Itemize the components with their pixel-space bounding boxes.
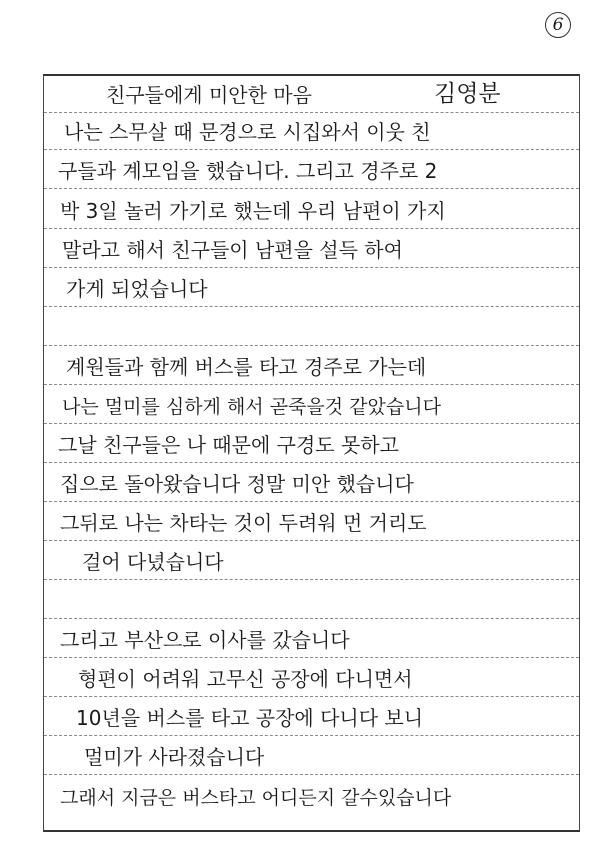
text-line <box>44 152 579 189</box>
line-text: 그뒤로 나는 차타는 것이 두려워 먼 거리도 <box>60 511 427 535</box>
line-text: 박 3일 놀러 가기로 했는데 우리 남편이 가지 <box>60 199 446 223</box>
line-text: 10년을 버스를 타고 공장에 다니다 보니 <box>76 706 424 730</box>
author-name: 김영분 <box>434 81 501 107</box>
essay-title: 친구들에게 미안한 마음 <box>106 83 312 107</box>
line-text: 멀미가 사라졌습니다 <box>84 745 265 769</box>
text-line <box>44 192 579 229</box>
text-line <box>44 777 579 814</box>
line-text: 그리고 부산으로 이사를 갔습니다 <box>60 628 350 652</box>
line-text: 구들과 계모임을 했습니다. 그리고 경주로 2 <box>58 159 438 183</box>
text-line <box>44 426 579 463</box>
text-line <box>44 621 579 658</box>
blank-line <box>44 582 579 619</box>
page-number: 6 <box>545 12 571 38</box>
text-line <box>44 465 579 502</box>
line-text: 말라고 해서 친구들이 남편을 설득 하여 <box>62 238 403 262</box>
line-text: 그래서 지금은 버스타고 어디든지 갈수있습니다 <box>60 787 452 809</box>
text-line <box>44 738 579 775</box>
text-line <box>44 348 579 385</box>
line-text: 걸어 다녔습니다 <box>82 550 224 574</box>
text-line <box>44 699 579 736</box>
text-line <box>44 660 579 697</box>
blank-line <box>44 309 579 346</box>
text-line <box>44 504 579 541</box>
line-text: 형편이 어려워 고무신 공장에 다니면서 <box>78 667 413 691</box>
line-text: 나는 스무살 때 문경으로 시집와서 이웃 친 <box>64 120 431 144</box>
manuscript-sheet <box>43 74 580 832</box>
text-line <box>44 113 579 150</box>
text-line <box>44 387 579 424</box>
line-text: 나는 멀미를 심하게 해서 곧죽을것 같았습니다 <box>62 396 441 418</box>
text-line <box>44 270 579 307</box>
text-line <box>44 543 579 580</box>
line-text: 그날 친구들은 나 때문에 구경도 못하고 <box>58 433 399 457</box>
text-line <box>44 231 579 268</box>
line-text: 가게 되었습니다 <box>66 277 208 301</box>
title-row <box>44 76 579 113</box>
line-text: 집으로 돌아왔습니다 정말 미안 했습니다 <box>60 472 414 496</box>
line-text: 계원들과 함께 버스를 타고 경주로 가는데 <box>66 355 427 379</box>
